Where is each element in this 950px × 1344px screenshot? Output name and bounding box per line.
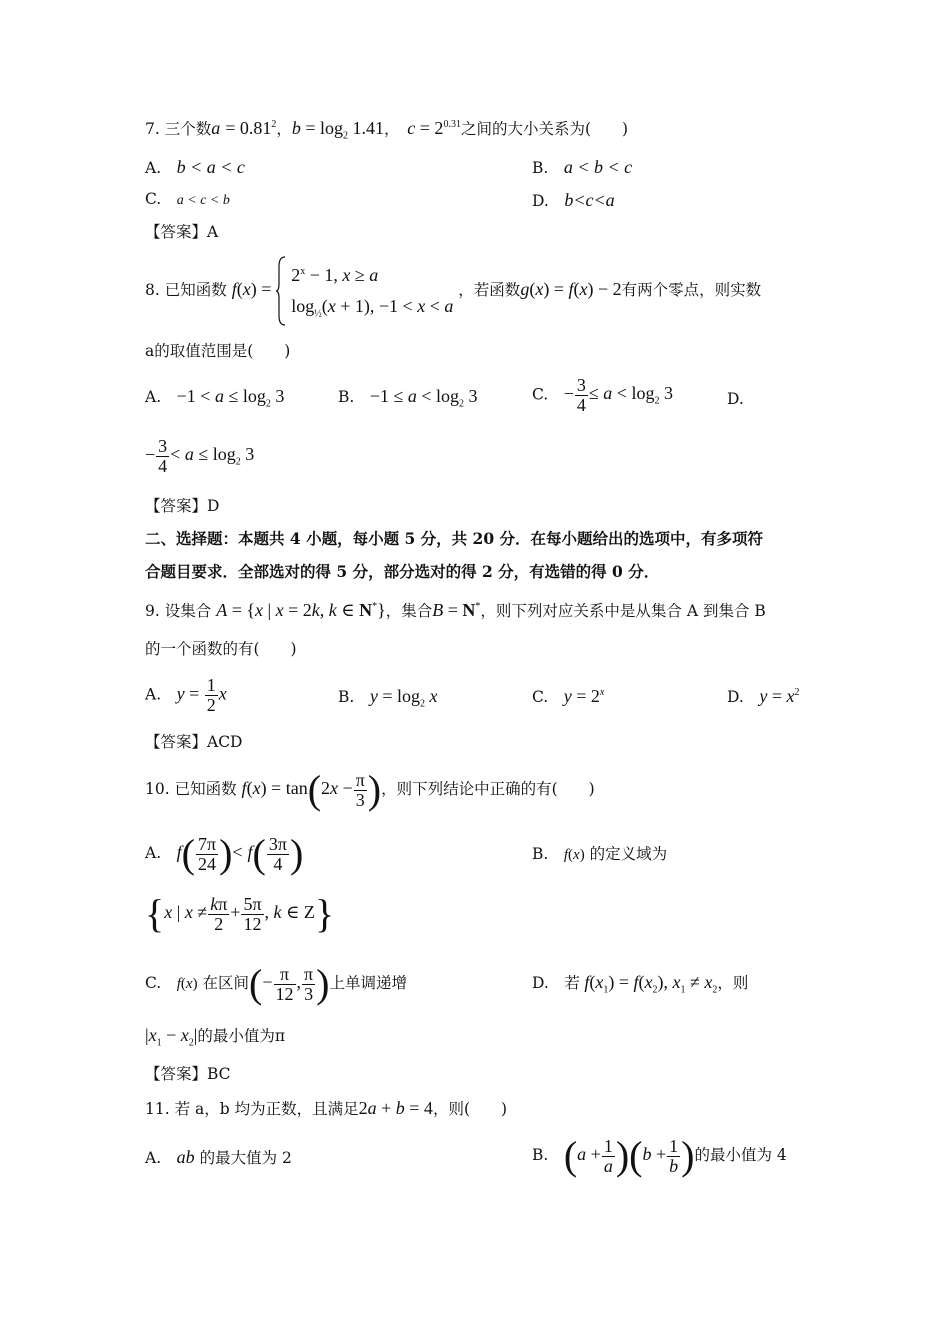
q9-answer: 【答案】ACD xyxy=(145,733,243,751)
q8-stem: 8. 已知函数 $f(x) = 2^x - 1$, x ≥ a $\log_{\frac{1}{2}}(x + 1)$, −1 < x < a ，若函数g(x) = f(x) − 2有两个零点，则实数 xyxy=(145,256,761,326)
q7-stem: 7. 三个数$a = 0.81^2$，$b = \log_2 1.41$， $c = 2^{0.31}$之间的大小关系为( ) xyxy=(145,118,629,142)
q10-option-d: D. 若 $f(x_1) = f(x_2)$, $x_1 \ne x_2$，则 xyxy=(532,972,749,996)
q11-stem: 11. 若 a，b 均为正数，且满足2a + b = 4，则( ) xyxy=(145,1098,508,1118)
q7-answer: 【答案】A xyxy=(145,223,219,241)
q11-option-a: A. ab 的最大值为 2 xyxy=(145,1147,292,1167)
q8-option-d: − $\frac{3}{4}$ < $a \le \log_2 3$ xyxy=(145,436,255,476)
q8-answer: 【答案】D xyxy=(145,497,220,515)
q7-option-b: B. a < b < c xyxy=(532,157,633,177)
q9-option-c: C. $y = 2^x$ xyxy=(532,686,605,706)
q10-option-d-cont: $|x_1 - x_2|$的最小值为π xyxy=(145,1025,286,1049)
section-heading-line2: 合题目要求．全部选对的得 5 分，部分选对的得 2 分，有选错的得 0 分． xyxy=(145,562,660,581)
q9-stem-cont: 的一个函数的有( ) xyxy=(145,640,297,658)
q9-option-a: A. y = $\frac{1}{2}$ x xyxy=(145,675,227,715)
section-heading-line1: 二、选择题：本题共 4 小题，每小题 5 分，共 20 分．在每小题给出的选项中，有多项符 xyxy=(145,529,764,548)
q8-option-b: B. $-1 \le a < \log_2 3$ xyxy=(338,386,478,410)
q10-option-c: C. f(x) 在区间(− $\frac{\pi}{12}$ , $\frac{\pi}{3}$ )上单调递增 xyxy=(145,961,407,1006)
q10-option-a: A. f( $\frac{7\pi}{24}$ )< f( $\frac{3\pi}{4}$ ) xyxy=(145,831,304,876)
q10-option-b-cont: {x | x ≠ $\frac{k\pi}{2}$ + $\frac{5\pi}{12}$ , k ∈ Z} xyxy=(145,891,335,936)
q8-stem-cont: a的取值范围是( ) xyxy=(145,342,291,360)
q11-option-b: B. (a + $\frac{1}{a}$ )(b + $\frac{1}{b}$ )的最小值为 4 xyxy=(532,1133,787,1178)
q9-stem: 9. 设集合 A = {x | x = 2k, k ∈ N*}，集合B = N*，则下列对应关系中是从集合 A 到集合 B xyxy=(145,600,766,620)
q8-option-d-label: D. xyxy=(727,390,744,408)
q9-option-b: B. $y = \log_2 x$ xyxy=(338,686,438,710)
q7-option-a: A. b < a < c xyxy=(145,157,245,177)
q9-option-d: D. $y = x^2$ xyxy=(727,686,800,706)
q7-option-c: C. a < c < b xyxy=(145,190,230,208)
brace-icon xyxy=(276,256,286,326)
q10-option-b: B. f(x) 的定义域为 xyxy=(532,845,668,863)
q8-option-a: A. $-1 < a \le \log_2 3$ xyxy=(145,386,285,410)
q10-stem: 10. 已知函数 f(x) = tan(2x − $\frac{\pi}{3}$ )，则下列结论中正确的有( ) xyxy=(145,767,595,812)
q7-option-d: D. b<c<a xyxy=(532,190,615,210)
q10-answer: 【答案】BC xyxy=(145,1065,231,1083)
q8-option-c: C. − $\frac{3}{4}$ ≤ $a < \log_2 3$ xyxy=(532,375,673,415)
